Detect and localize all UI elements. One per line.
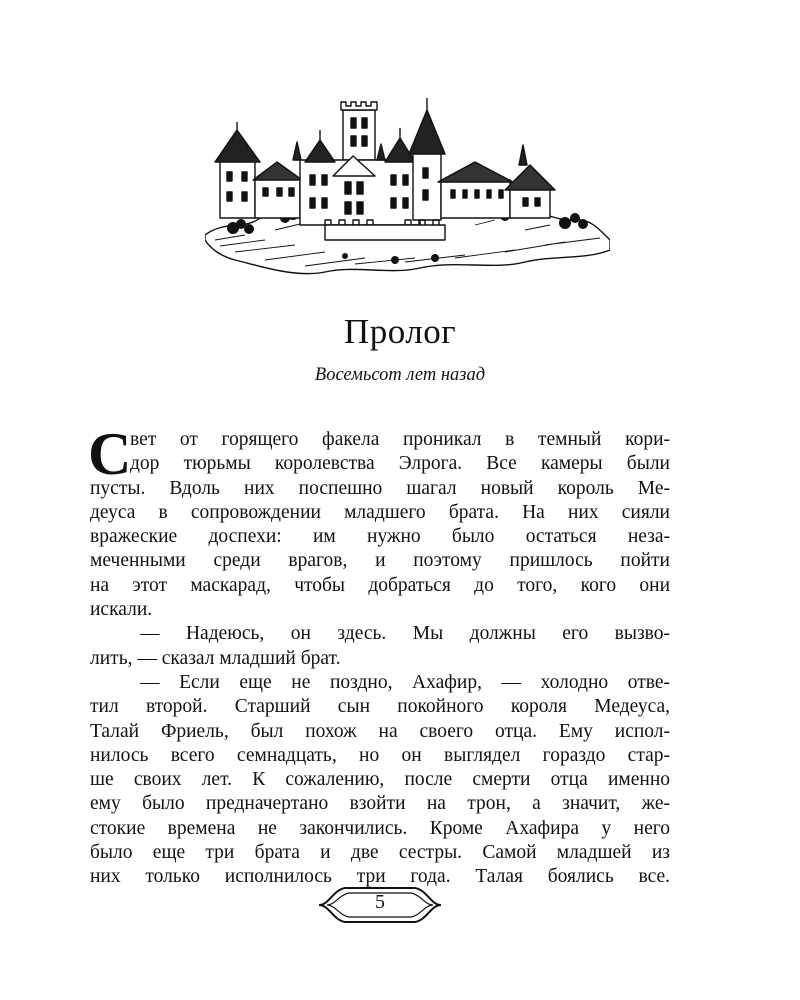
text-line: на этот маскарад, чтобы добраться до того, кого они [90,574,670,596]
text-line: лить, — сказал младший брат. [90,647,341,669]
chapter-subtitle: Восемьсот лет назад [314,365,486,385]
text-line: — Надеюсь, он здесь. Мы должны его вызво- [140,623,670,645]
text-line: меченными среди врагов, и поэтому пришлось пойти [90,550,670,572]
text-line: искали. [90,599,153,621]
body-text [88,421,670,890]
text-line: вражеские доспехи: им нужно было остаться неза- [90,526,670,548]
text-line: Талай Фриель, был похож на своего отца. Ему испол- [90,720,670,742]
castle-illustration [205,90,610,285]
text-line: них только исполнилось три года. Талая боялись все. [90,866,670,888]
left-tower [220,160,255,218]
central-keep [343,110,375,160]
text-line: нилось всего семнадцать, но он выглядел гораздо стар- [90,744,670,766]
text-line: дор тюрьмы королевства Элрога. Все камеры были [130,453,670,475]
drop-cap: С [88,421,132,487]
text-line: вет от горящего факела проникал в темный кори- [130,429,670,450]
text-line: стокие времена не закончились. Кроме Ахафира у него [90,817,670,839]
text-line: пусты. Вдоль них поспешно шагал новый король Ме- [90,477,670,499]
text-line: ему было предначертано взойти на трон, а значит, же- [90,793,670,815]
text-line: — Если еще не поздно, Ахафир, — холодно отве- [140,671,670,693]
text-line: ше своих лет. К сожалению, после смерти отца именно [90,769,670,791]
text-line: деуса в сопровождении младшего брата. На них сияли [90,501,670,523]
page-number: 5 [375,891,385,913]
right-spire-tower [413,152,441,220]
text-line: было еще три брата и две сестры. Самой младшей из [90,842,670,864]
chapter-title: Пролог [343,312,457,351]
text-line: тил второй. Старший сын покойного короля Медеуса, [90,696,670,718]
